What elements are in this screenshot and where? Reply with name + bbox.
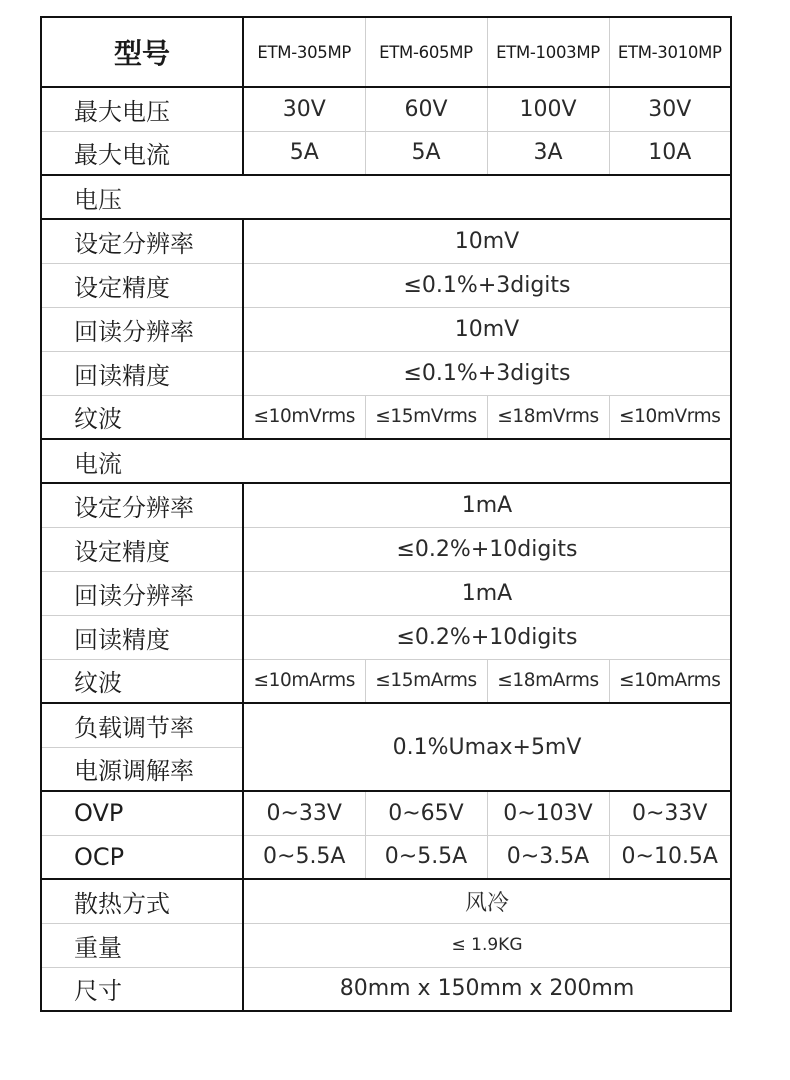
current-readback-resolution-row [41, 571, 731, 615]
current-ripple-label: 纹波 [41, 659, 243, 703]
current-set-accuracy-label: 设定精度 [41, 527, 243, 571]
current-ripple-value: ≤15mArms [365, 659, 487, 703]
voltage-readback-resolution-row [41, 307, 731, 351]
current-ripple-value: ≤10mArms [243, 659, 365, 703]
weight-row [41, 923, 731, 967]
ovp-value: 0~33V [609, 791, 731, 835]
max-current-value: 3A [487, 131, 609, 175]
ocp-value: 0~5.5A [365, 835, 487, 879]
load-regulation-label: 负载调节率 [41, 703, 243, 747]
weight-label: 重量 [41, 923, 243, 967]
spec-table-container [40, 16, 730, 1011]
current-ripple-value: ≤10mArms [609, 659, 731, 703]
voltage-readback-resolution-value: 10mV [243, 307, 731, 351]
voltage-ripple-value: ≤15mVrms [365, 395, 487, 439]
current-set-resolution-value: 1mA [243, 483, 731, 527]
voltage-set-resolution-label: 设定分辨率 [41, 219, 243, 263]
weight-value: ≤ 1.9KG [243, 923, 731, 967]
current-section-row [41, 439, 731, 483]
model-name: ETM-305MP [243, 17, 365, 87]
current-readback-resolution-value: 1mA [243, 571, 731, 615]
current-readback-accuracy-label: 回读精度 [41, 615, 243, 659]
max-voltage-row [41, 87, 731, 131]
ovp-value: 0~65V [365, 791, 487, 835]
ocp-label: OCP [41, 835, 243, 879]
current-set-resolution-row [41, 483, 731, 527]
cooling-value: 风冷 [243, 879, 731, 923]
ovp-label: OVP [41, 791, 243, 835]
load-regulation-row [41, 703, 731, 747]
ocp-value: 0~10.5A [609, 835, 731, 879]
voltage-section-row [41, 175, 731, 219]
regulation-value: 0.1%Umax+5mV [243, 703, 731, 791]
max-current-label: 最大电流 [41, 131, 243, 175]
cooling-label: 散热方式 [41, 879, 243, 923]
current-readback-accuracy-row [41, 615, 731, 659]
max-voltage-value: 60V [365, 87, 487, 131]
voltage-readback-accuracy-label: 回读精度 [41, 351, 243, 395]
voltage-ripple-value: ≤18mVrms [487, 395, 609, 439]
max-voltage-value: 100V [487, 87, 609, 131]
voltage-set-accuracy-label: 设定精度 [41, 263, 243, 307]
current-ripple-row [41, 659, 731, 703]
voltage-set-resolution-row [41, 219, 731, 263]
current-set-accuracy-value: ≤0.2%+10digits [243, 527, 731, 571]
model-name: ETM-1003MP [487, 17, 609, 87]
size-row [41, 967, 731, 1011]
max-current-row [41, 131, 731, 175]
voltage-set-accuracy-row [41, 263, 731, 307]
current-set-accuracy-row [41, 527, 731, 571]
ovp-value: 0~103V [487, 791, 609, 835]
ovp-row [41, 791, 731, 835]
source-regulation-label: 电源调解率 [41, 747, 243, 791]
voltage-ripple-label: 纹波 [41, 395, 243, 439]
voltage-set-resolution-value: 10mV [243, 219, 731, 263]
voltage-ripple-value: ≤10mVrms [243, 395, 365, 439]
max-voltage-value: 30V [243, 87, 365, 131]
voltage-readback-accuracy-value: ≤0.1%+3digits [243, 351, 731, 395]
current-set-resolution-label: 设定分辨率 [41, 483, 243, 527]
cooling-row [41, 879, 731, 923]
max-voltage-label: 最大电压 [41, 87, 243, 131]
max-current-value: 10A [609, 131, 731, 175]
ovp-value: 0~33V [243, 791, 365, 835]
model-header-label: 型号 [41, 17, 243, 87]
voltage-ripple-value: ≤10mVrms [609, 395, 731, 439]
current-section-title: 电流 [41, 439, 731, 483]
size-value: 80mm x 150mm x 200mm [243, 967, 731, 1011]
max-voltage-value: 30V [609, 87, 731, 131]
model-name: ETM-605MP [365, 17, 487, 87]
voltage-readback-resolution-label: 回读分辨率 [41, 307, 243, 351]
max-current-value: 5A [243, 131, 365, 175]
voltage-ripple-row [41, 395, 731, 439]
voltage-set-accuracy-value: ≤0.1%+3digits [243, 263, 731, 307]
ocp-row [41, 835, 731, 879]
voltage-readback-accuracy-row [41, 351, 731, 395]
size-label: 尺寸 [41, 967, 243, 1011]
current-readback-accuracy-value: ≤0.2%+10digits [243, 615, 731, 659]
spec-table [40, 16, 732, 1012]
voltage-section-title: 电压 [41, 175, 731, 219]
header-row [41, 17, 731, 87]
ocp-value: 0~5.5A [243, 835, 365, 879]
current-readback-resolution-label: 回读分辨率 [41, 571, 243, 615]
current-ripple-value: ≤18mArms [487, 659, 609, 703]
max-current-value: 5A [365, 131, 487, 175]
ocp-value: 0~3.5A [487, 835, 609, 879]
model-name: ETM-3010MP [609, 17, 731, 87]
